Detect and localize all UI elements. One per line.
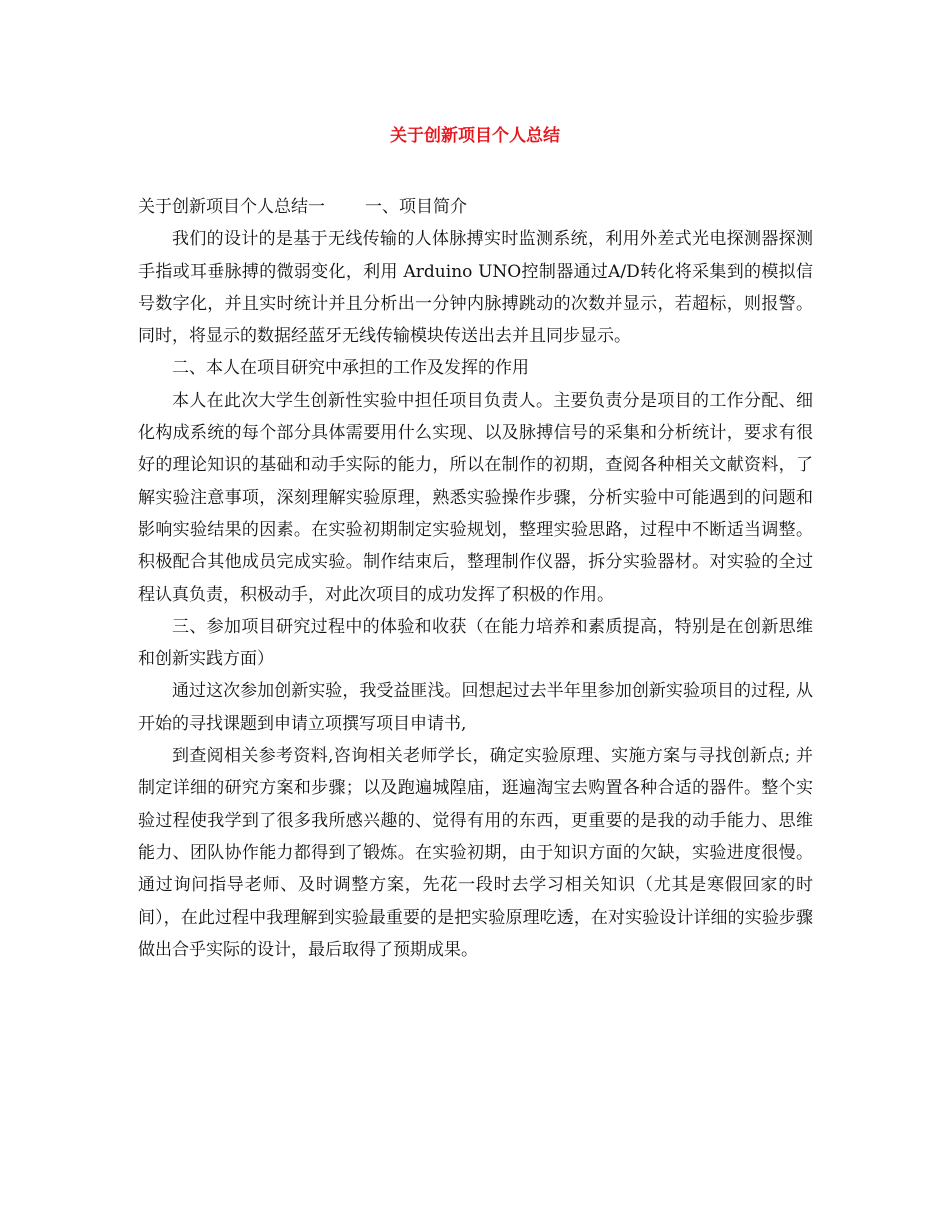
intro-line — [138, 191, 813, 223]
intro-label: 关于创新项目个人总结一 — [138, 197, 325, 217]
paragraph-1: 我们的设计的是基于无线传输的人体脉搏实时监测系统，利用外差式光电探测器探测手指或耳垂脉搏的微弱变化，利用 Arduino UNO控制器通过A/D转化将采集到的模拟信号数字化，并且实时统计并且分析出一分钟内脉搏跳动的次数并显示，若超标，则报警。同时，将显示的数据经蓝牙无线传输模块传送出去并且同步显示。 — [138, 229, 813, 347]
section3-heading: 三、参加项目研究过程中的体验和收获（在能力培养和素质提高，特别是在创新思维和创新实践方面） — [138, 616, 813, 670]
paragraph-4: 到查阅相关参考资料,咨询相关老师学长，确定实验原理、实施方案与寻找创新点; 并制定详细的研究方案和步骤；以及跑遍城隍庙，逛遍淘宝去购置各种合适的器件。整个实验过程使我学到了很多我所感兴趣的、觉得有用的东西，更重要的是我的动手能力、思维能力、团队协作能力都得到了锻炼。在实验初期，由于知识方面的欠缺，实验进度很慢。通过询问指导老师、及时调整方案，先花一段时去学习相关知识（尤其是寒假回家的时间），在此过程中我理解到实验最重要的是把实验原理吃透，在对实验设计详细的实验步骤做出合乎实际的设计，最后取得了预期成果。 — [138, 746, 813, 960]
document-body — [138, 191, 813, 966]
section2-heading: 二、本人在项目研究中承担的工作及发挥的作用 — [172, 358, 529, 379]
paragraph-3: 通过这次参加创新实验，我受益匪浅。回想起过去半年里参加创新实验项目的过程, 从开始的寻找课题到申请立项撰写项目申请书, — [138, 681, 813, 734]
paragraph-2: 本人在此次大学生创新性实验中担任项目负责人。主要负责分是项目的工作分配、细化构成系统的每个部分具体需要用什么实现、以及脉搏信号的采集和分析统计，要求有很好的理论知识的基础和动手实际的能力，所以在制作的初期，查阅各种相关文献资料，了解实验注意事项，深刻理解实验原理，熟悉实验操作步骤，分析实验中可能遇到的问题和影响实验结果的因素。在实验初期制定实验规划，整理实验思路，过程中不断适当调整。积极配合其他成员完成实验。制作结束后，整理制作仪器，拆分实验器材。对实验的全过程认真负责，积极动手，对此次项目的成功发挥了积极的作用。 — [138, 390, 813, 605]
document-title: 关于创新项目个人总结 — [390, 126, 560, 146]
section1-heading: 一、项目简介 — [365, 197, 467, 217]
